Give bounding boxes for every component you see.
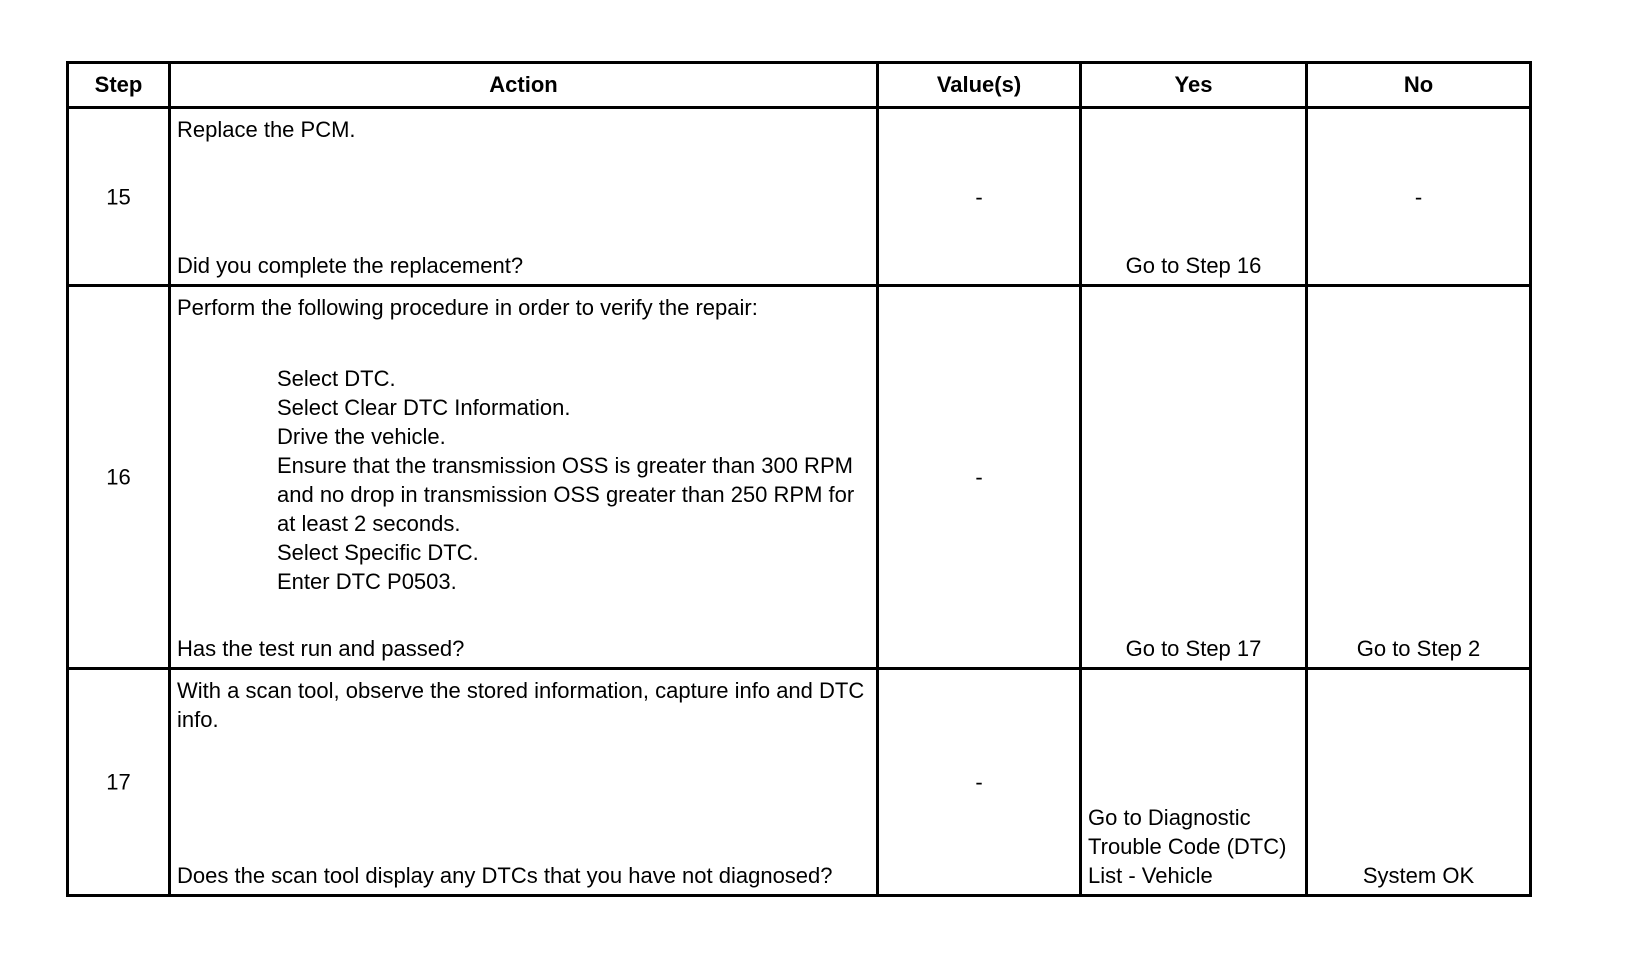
step-cell	[69, 670, 171, 894]
table-header-row	[69, 64, 1529, 109]
procedure-step: Select DTC.	[277, 366, 396, 391]
header-no: No	[1403, 72, 1434, 97]
procedure-step: Enter DTC P0503.	[277, 569, 457, 594]
procedure-step: Select Specific DTC.	[277, 540, 479, 565]
yes-cell	[1082, 109, 1308, 284]
action-cell	[171, 670, 879, 894]
procedure-step: Drive the vehicle.	[277, 424, 446, 449]
step-number: 17	[106, 769, 131, 795]
header-step: Step	[69, 64, 171, 106]
table-row-step-16	[69, 287, 1529, 670]
no-text: Go to Step 2	[1356, 636, 1481, 661]
table-row-step-15	[69, 109, 1529, 287]
action-instruction: Perform the following procedure in order to verify the repair:	[177, 295, 758, 320]
procedure-list	[277, 364, 866, 596]
step-number: 16	[106, 464, 131, 490]
value-text: -	[975, 464, 983, 490]
no-cell	[1308, 287, 1529, 667]
yes-cell	[1082, 287, 1308, 667]
action-cell	[171, 287, 879, 667]
action-question: Did you complete the replacement?	[177, 253, 524, 278]
no-cell	[1308, 670, 1529, 894]
action-instruction: Replace the PCM.	[177, 117, 356, 142]
header-values: Value(s)	[879, 64, 1082, 106]
action-question: Has the test run and passed?	[177, 636, 465, 661]
step-number: 15	[106, 184, 131, 209]
yes-text: Go to Step 16	[1125, 253, 1262, 278]
value-text: -	[975, 769, 983, 795]
no-text: -	[1414, 184, 1423, 209]
header-yes: Yes	[1082, 64, 1308, 106]
value-cell	[879, 287, 1082, 667]
value-cell	[879, 109, 1082, 284]
procedure-step: Select Clear DTC Information.	[277, 395, 571, 420]
step-cell	[69, 287, 171, 667]
header-action: Action	[171, 64, 879, 106]
value-text: -	[975, 184, 983, 209]
table-row-step-17	[69, 670, 1529, 894]
action-cell	[171, 109, 879, 284]
diagnostic-table	[66, 61, 1532, 897]
yes-text: Go to Step 17	[1125, 636, 1262, 661]
value-cell	[879, 670, 1082, 894]
yes-cell	[1082, 670, 1308, 894]
no-cell	[1308, 109, 1529, 284]
action-instruction: With a scan tool, observe the stored information, capture info and DTC info.	[177, 678, 865, 732]
action-question: Does the scan tool display any DTCs that you have not diagnosed?	[177, 863, 833, 888]
step-cell	[69, 109, 171, 284]
yes-text: Go to Diagnostic Trouble Code (DTC) List - Vehicle	[1088, 805, 1287, 888]
no-text: System OK	[1362, 863, 1475, 888]
procedure-step: Ensure that the transmission OSS is greater than 300 RPM and no drop in transmission OSS greater than 250 RPM for at least 2 seconds.	[277, 453, 855, 536]
